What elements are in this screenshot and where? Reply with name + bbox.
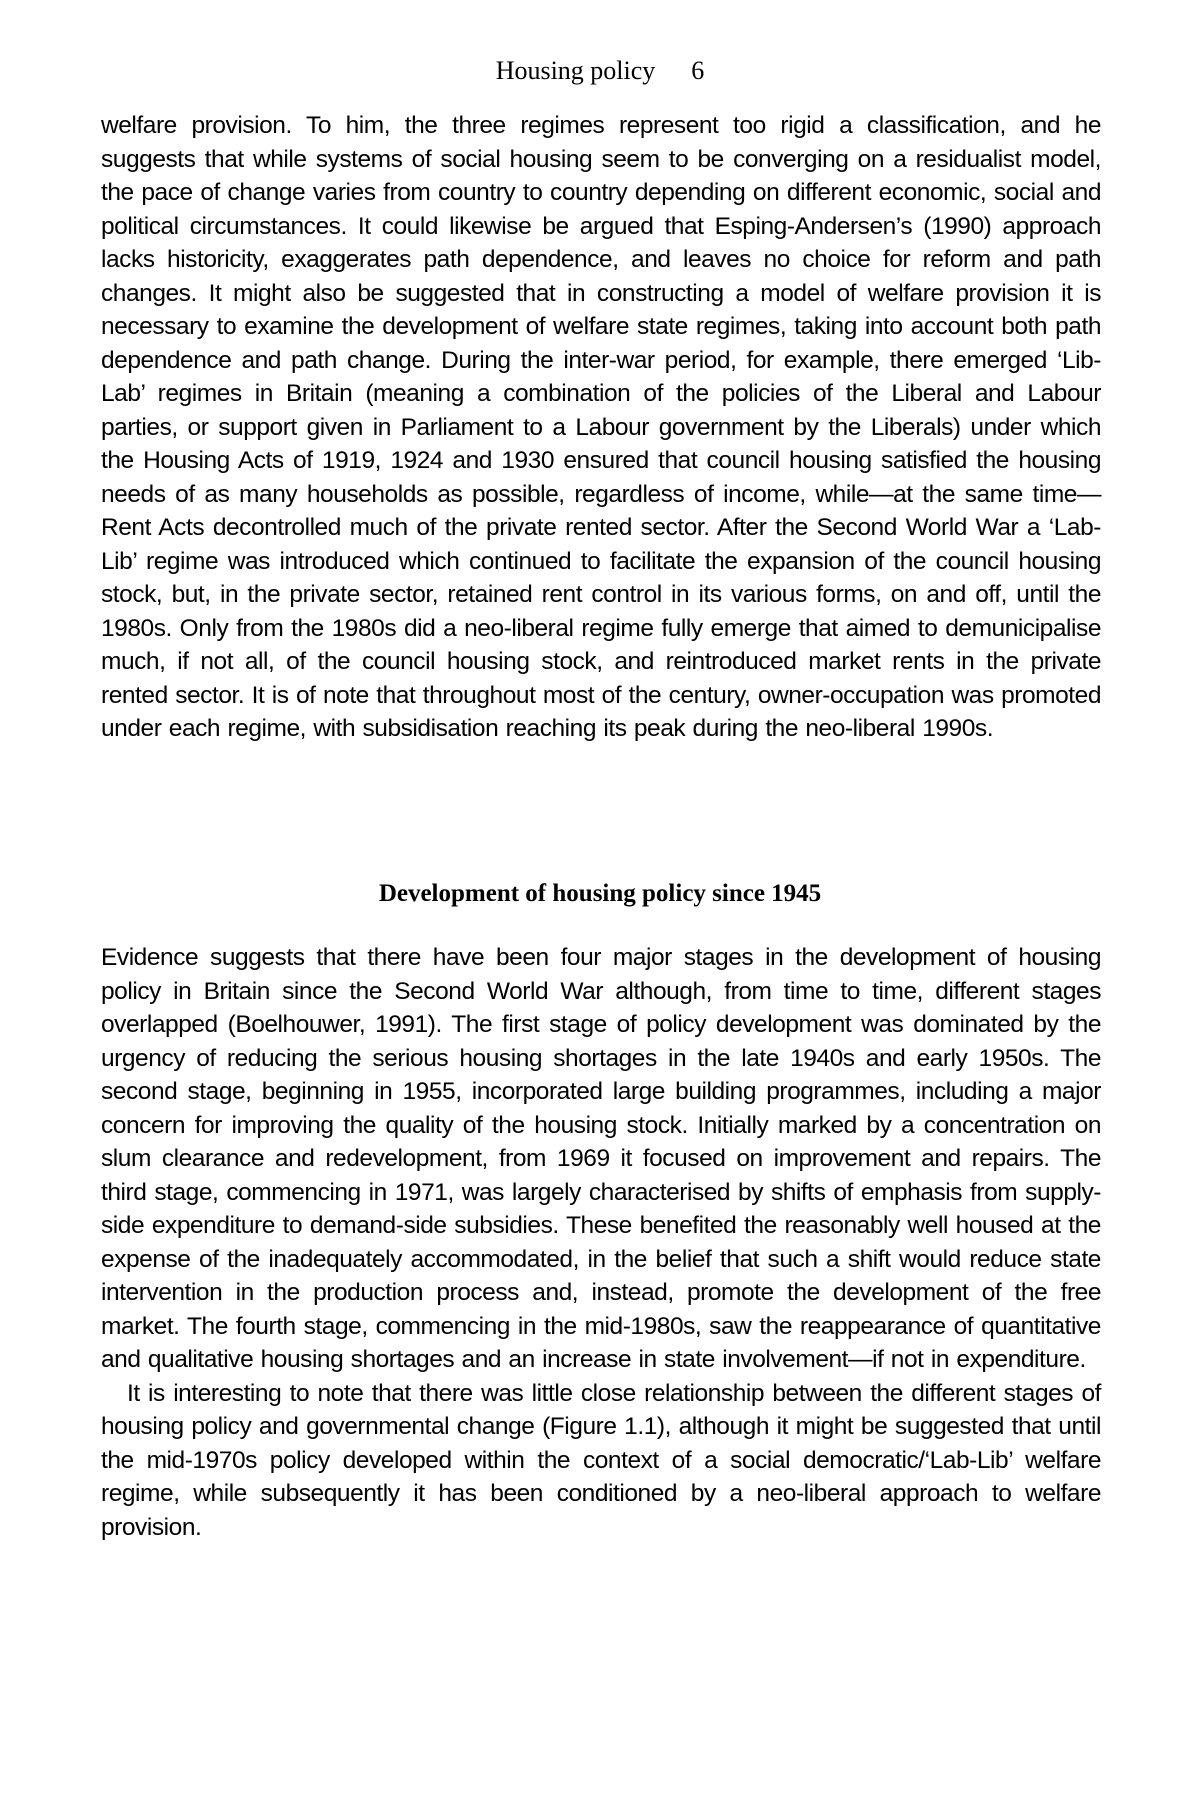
body-paragraph: Evidence suggests that there have been four major stages in the development of housing policy in Britain since the Second World War although, from time to time, different stages overlapped (Boelhouwer, 1991). The first stage of policy development was dominated by the urgency of reducing the serious housing shortages in the late 1940s and early 1950s. The second stage, beginning in 1955, incorporated large building programmes, including a major concern for improving the quality of the housing stock. Initially marked by a concentration on slum clearance and redevelopment, from 1969 it focused on improvement and repairs. The third stage, commencing in 1971, was largely characterised by shifts of emphasis from supply-side expenditure to demand-side subsidies. These benefited the reasonably well housed at the expense of the inadequately accommodated, in the belief that such a shift would reduce state intervention in the production process and, instead, promote the development of the free market. The fourth stage, commencing in the mid-1980s, saw the reappearance of quantitative and qualitative housing shortages and an increase in state involvement—if not in expenditure. bbox=[101, 944, 1101, 1373]
body-paragraph: It is interesting to note that there was little close relationship between the different stages of housing policy and governmental change (Figure 1.1), although it might be suggested that until the mid-1970s policy developed within the context of a social democratic/‘Lab-Lib’ welfare regime, while subsequently it has been conditioned by a neo-liberal approach to welfare provision. bbox=[101, 1379, 1101, 1541]
running-header bbox=[0, 54, 1200, 88]
page-number: 6 bbox=[691, 56, 705, 85]
body-text-before-heading bbox=[101, 109, 1101, 746]
body-text-section bbox=[101, 941, 1101, 1544]
running-title: Housing policy bbox=[495, 56, 656, 85]
section-heading: Development of housing policy since 1945 bbox=[378, 880, 822, 907]
body-paragraph: welfare provision. To him, the three regimes represent too rigid a classification, and he suggests that while systems of social housing seem to be converging on a residualist model, the pace of change varies from country to country depending on different economic, social and political circumstances. It could likewise be argued that Esping-Andersen’s (1990) approach lacks historicity, exaggerates path dependence, and leaves no choice for reform and path changes. It might also be suggested that in constructing a model of welfare provision it is necessary to examine the development of welfare state regimes, taking into account both path dependence and path change. During the inter-war period, for example, there emerged ‘Lib-Lab’ regimes in Britain (meaning a combination of the policies of the Liberal and Labour parties, or support given in Parliament to a Labour government by the Liberals) under which the Housing Acts of 1919, 1924 and 1930 ensured that council housing satisfied the housing needs of as many households as possible, regardless of income, while—at the same time—Rent Acts decontrolled much of the private rented sector. After the Second World War a ‘Lab-Lib’ regime was introduced which continued to facilitate the expansion of the council housing stock, but, in the private sector, retained rent control in its various forms, on and off, until the 1980s. Only from the 1980s did a neo-liberal regime fully emerge that aimed to demunicipalise much, if not all, of the council housing stock, and reintroduced market rents in the private rented sector. It is of note that throughout most of the century, owner-occupation was promoted under each regime, with subsidisation reaching its peak during the neo-liberal 1990s. bbox=[101, 112, 1101, 742]
